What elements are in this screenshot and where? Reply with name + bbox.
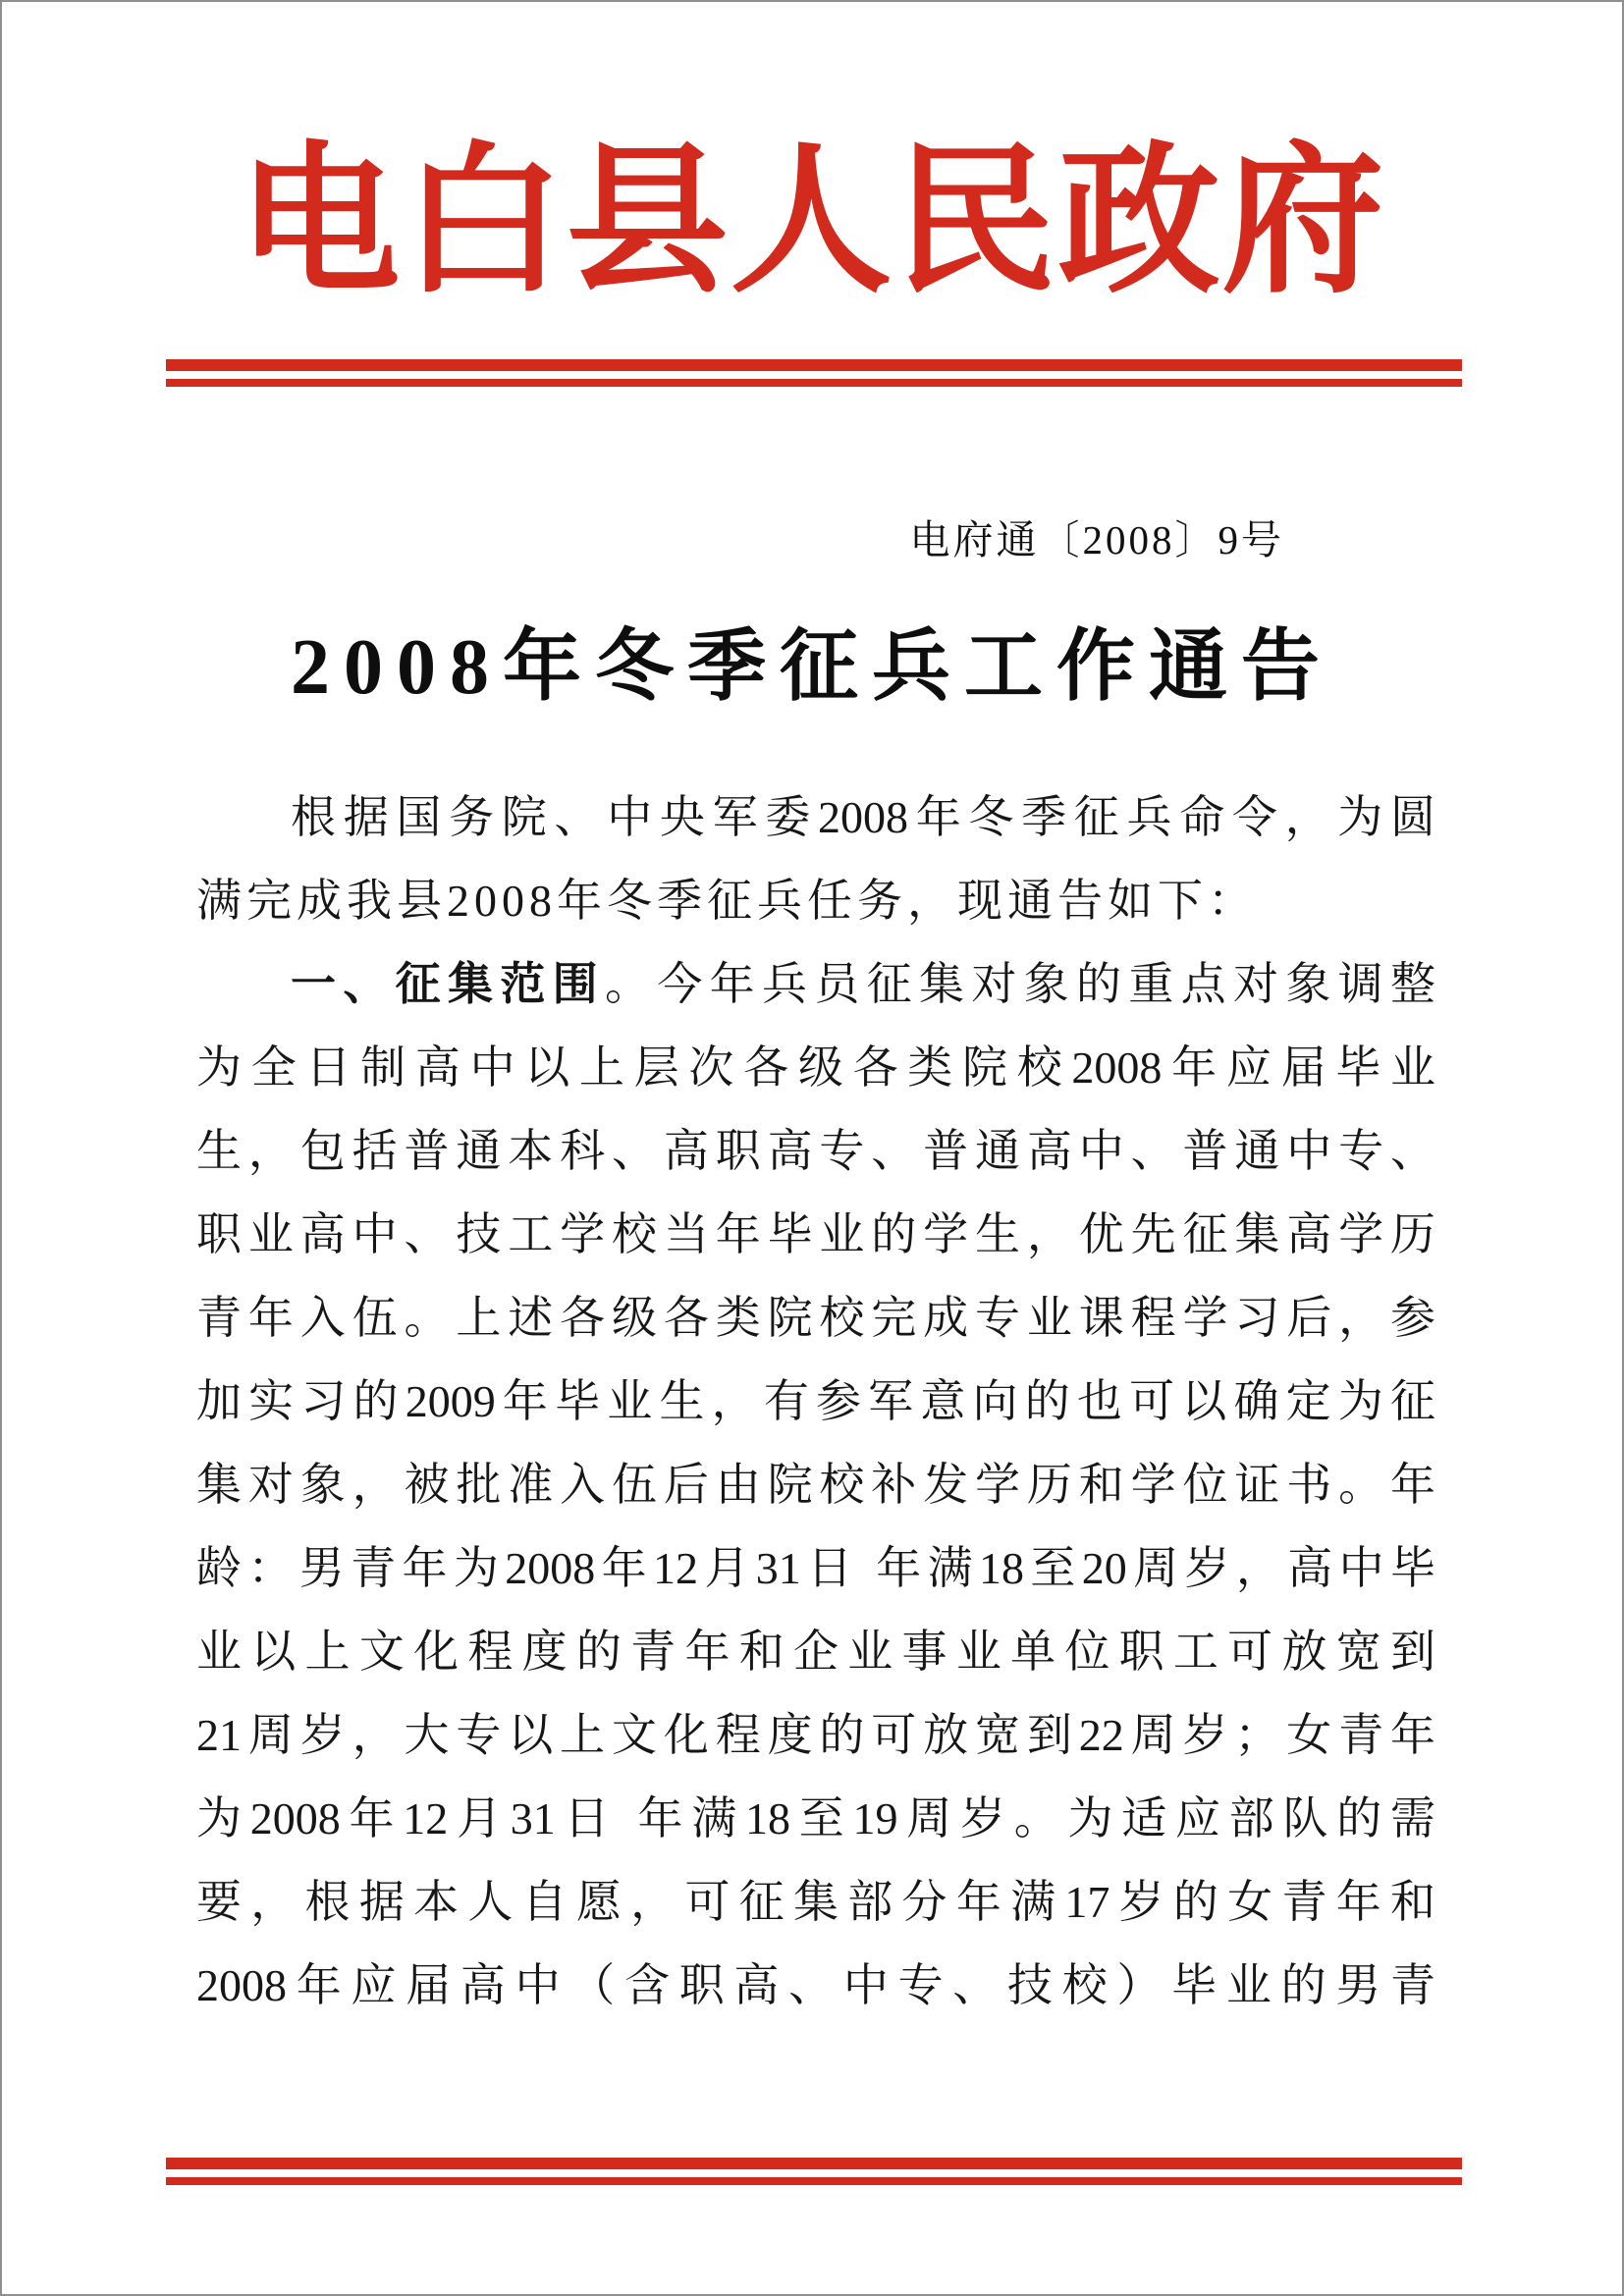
body-line [196,1276,1435,1360]
body-line-text: 为全日制高中以上层次各级各类院校2008年应届毕业 [196,1042,1435,1093]
body-line-text: 龄：男青年为2008年12月31日 年满18至20周岁，高中毕 [196,1543,1435,1593]
document-body [196,775,1435,2027]
body-line-text: 集对象，被批准入伍后由院校补发学历和学位证书。年 [196,1460,1435,1510]
body-line [196,942,1435,1026]
body-line-text: 职业高中、技工学校当年毕业的学生，优先征集高学历 [196,1209,1435,1259]
body-line-text: 为2008年12月31日 年满18至19周岁。为适应部队的需 [196,1793,1435,1843]
government-org-title: 电白县人民政府 [238,133,1386,312]
body-line-text: 生，包括普通本科、高职高专、普通高中、普通中专、 [196,1126,1435,1176]
header-rule-thick [166,359,1462,371]
body-line [196,1610,1435,1693]
body-line [196,1860,1435,1944]
body-line [196,1026,1435,1109]
body-line-text: 2008年应届高中（含职高、中专、技校）毕业的男青 [196,1960,1435,2010]
body-line [196,859,1435,942]
body-line-text: 满完成我县2008年冬季征兵任务，现通告如下： [196,876,1258,926]
body-line [196,1109,1435,1193]
body-line-text: 21周岁，大专以上文化程度的可放宽到22周岁；女青年 [196,1710,1435,1760]
body-line-text: 青年入伍。上述各级各类院校完成专业课程学习后，参 [196,1293,1435,1343]
body-line [196,1777,1435,1860]
footer-rule-thick [166,2158,1462,2169]
body-line-text: 根据国务院、中央军委2008年冬季征兵命令，为圆 [291,792,1435,842]
document-title: 2008年冬季征兵工作通告 [291,624,1333,711]
body-line [196,1360,1435,1443]
body-line-text: 业以上文化程度的青年和企业事业单位职工可放宽到 [196,1627,1435,1677]
header-rule-thin [166,379,1462,387]
body-line [196,1193,1435,1276]
body-line-bold: 一、征集范围 [291,959,605,1009]
body-line [196,1944,1435,2027]
footer-rule-thin [166,2177,1462,2185]
body-line [196,1526,1435,1610]
body-line [196,1693,1435,1777]
body-line [196,1443,1435,1526]
body-line [196,775,1435,859]
body-line-text: 要，根据本人自愿，可征集部分年满17岁的女青年和 [196,1877,1435,1927]
body-line-text: 加实习的2009年毕业生，有参军意向的也可以确定为征 [196,1376,1435,1426]
body-line-text: 。今年兵员征集对象的重点对象调整 [605,959,1435,1009]
document-number: 电府通〔2008〕9号 [909,517,1284,562]
